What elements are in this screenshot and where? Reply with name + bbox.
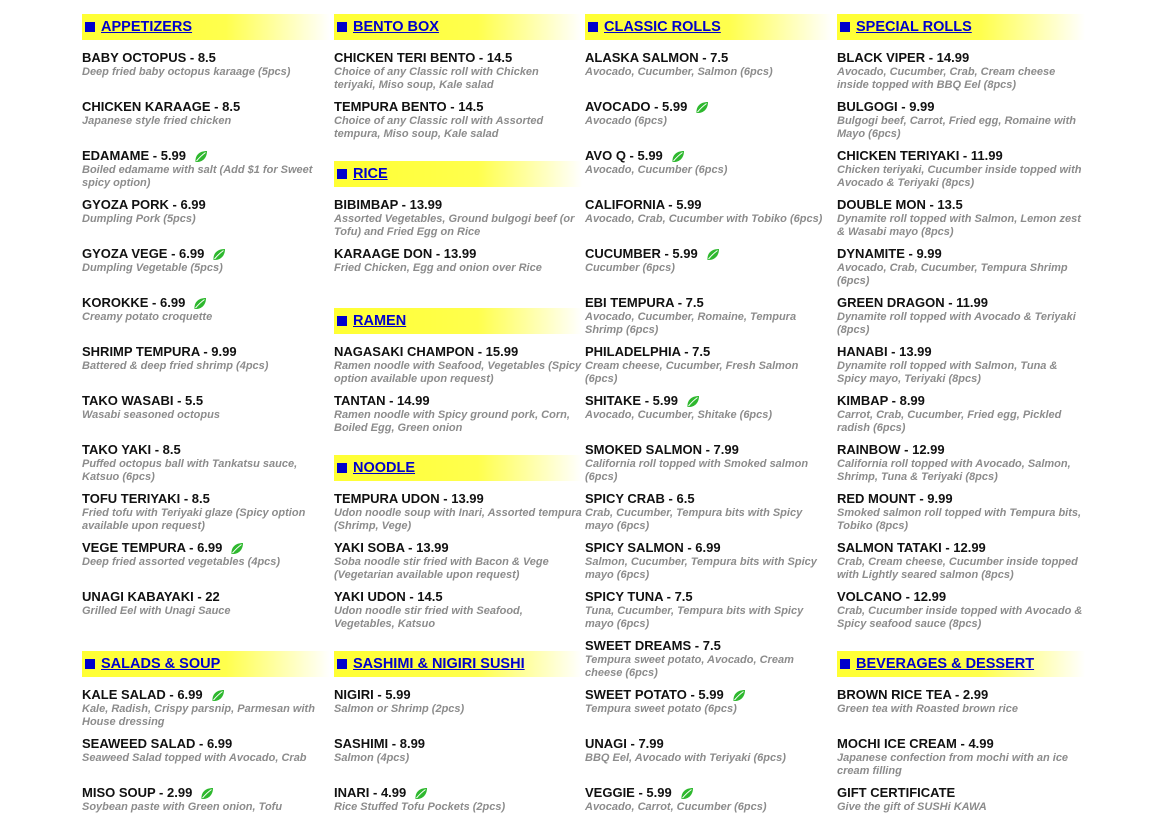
menu-item (585, 296, 833, 337)
menu-item-name-row (334, 394, 582, 408)
square-bullet-icon (337, 316, 347, 326)
item-description: Avocado, Cucumber (6pcs) (585, 164, 728, 176)
item-name-price: BABY OCTOPUS - 8.5 (82, 50, 216, 65)
menu-item (334, 345, 582, 386)
item-description: Avocado, Cucumber, Crab, Cream cheese inside topped with BBQ Eel (8pcs) (837, 66, 1056, 91)
section-header-classic-rolls[interactable] (585, 14, 833, 40)
vegetarian-leaf-icon (732, 689, 746, 702)
section-title: RAMEN (353, 313, 407, 329)
menu-item (837, 443, 1085, 484)
menu-item-name-row (585, 296, 833, 310)
item-description: Salmon (4pcs) (334, 752, 410, 764)
menu-item (585, 51, 833, 79)
item-name-price: KALE SALAD - 6.99 (82, 687, 203, 702)
menu-item (82, 590, 330, 618)
item-description: Battered & deep fried shrimp (4pcs) (82, 360, 269, 372)
item-description: Chicken teriyaki, Cucumber inside topped with Avocado & Teriyaki (8pcs) (837, 164, 1082, 189)
menu-item-name-row (837, 786, 1085, 800)
item-description: Crab, Cream cheese, Cucumber inside topped with Lightly seared salmon (8pcs) (837, 556, 1078, 581)
menu-item-name-row (585, 492, 833, 506)
item-description: Japanese style fried chicken (82, 115, 232, 127)
item-name-price: GYOZA PORK - 6.99 (82, 197, 206, 212)
item-name-price: TAKO WASABI - 5.5 (82, 393, 204, 408)
square-bullet-icon (337, 463, 347, 473)
item-name-price: SPICY TUNA - 7.5 (585, 589, 693, 604)
item-description: Grilled Eel with Unagi Sauce (82, 605, 231, 617)
item-description: Avocado, Cucumber, Romaine, Tempura Shrimp (6pcs) (585, 311, 797, 336)
menu-item (585, 786, 833, 814)
menu-item-name-row (82, 51, 330, 65)
menu-item (585, 639, 833, 680)
section-title: BEVERAGES & DESSERT (856, 656, 1035, 672)
item-description: Udon noodle soup with Inari, Assorted tempura (Shrimp, Vege) (334, 507, 582, 532)
menu-item (837, 51, 1085, 92)
vegetarian-leaf-icon (211, 689, 225, 702)
menu-item-name-row (837, 492, 1085, 506)
section-title: SPECIAL ROLLS (856, 19, 972, 35)
section-title: NOODLE (353, 460, 416, 476)
item-name-price: TEMPURA UDON - 13.99 (334, 491, 484, 506)
menu-item (837, 345, 1085, 386)
item-name-price: TOFU TERIYAKI - 8.5 (82, 491, 210, 506)
section-title: SASHIMI & NIGIRI SUSHI (353, 656, 525, 672)
item-name-price: TANTAN - 14.99 (334, 393, 430, 408)
menu-item (837, 492, 1085, 533)
item-name-price: AVO Q - 5.99 (585, 148, 663, 163)
menu-item (837, 737, 1085, 778)
menu-item-name-row (585, 639, 833, 653)
item-description: Avocado, Cucumber, Salmon (6pcs) (585, 66, 773, 78)
vegetarian-leaf-icon (706, 248, 720, 261)
menu-item (82, 247, 330, 275)
item-name-price: CALIFORNIA - 5.99 (585, 197, 702, 212)
item-description: Avocado, Carrot, Cucumber (6pcs) (585, 801, 767, 813)
item-name-price: ALASKA SALMON - 7.5 (585, 50, 729, 65)
item-description: Fried tofu with Teriyaki glaze (Spicy option available upon request) (82, 507, 306, 532)
menu-item-name-row (837, 100, 1085, 114)
item-name-price: RAINBOW - 12.99 (837, 442, 945, 457)
item-name-price: CHICKEN TERIYAKI - 11.99 (837, 148, 1003, 163)
menu-item-name-row (837, 394, 1085, 408)
menu-item-name-row (82, 443, 330, 457)
menu-item-name-row (585, 443, 833, 457)
item-description: Avocado, Crab, Cucumber, Tempura Shrimp (6pcs) (837, 262, 1068, 287)
menu-item-name-row (585, 688, 833, 702)
item-description: Udon noodle stir fried with Seafood, Vegetables, Katsuo (334, 605, 523, 630)
vegetarian-leaf-icon (200, 787, 214, 800)
item-name-price: INARI - 4.99 (334, 785, 407, 800)
item-name-price: CHICKEN KARAAGE - 8.5 (82, 99, 241, 114)
menu-item (82, 541, 330, 569)
item-description: Ramen noodle with Seafood, Vegetables (Spicy option available upon request) (334, 360, 582, 385)
item-name-price: UNAGI KABAYAKI - 22 (82, 589, 220, 604)
item-description: California roll topped with Avocado, Salmon, Shrimp, Tuna & Teriyaki (8pcs) (837, 458, 1071, 483)
menu-item-name-row (585, 247, 833, 261)
item-description: Dumpling Vegetable (5pcs) (82, 262, 223, 274)
menu-item (334, 51, 582, 92)
menu-item-name-row (837, 51, 1085, 65)
item-description: Salmon, Cucumber, Tempura bits with Spicy mayo (6pcs) (585, 556, 817, 581)
menu-item-name-row (585, 786, 833, 800)
square-bullet-icon (337, 169, 347, 179)
menu-item-name-row (837, 198, 1085, 212)
item-description: Avocado (6pcs) (585, 115, 667, 127)
item-description: Choice of any Classic roll with Chicken teriyaki, Miso soup, Kale salad (334, 66, 539, 91)
item-name-price: MOCHI ICE CREAM - 4.99 (837, 736, 994, 751)
menu-item (585, 394, 833, 422)
menu-item (334, 688, 582, 716)
menu-item-name-row (585, 737, 833, 751)
menu-item-name-row (837, 345, 1085, 359)
menu-item-name-row (837, 590, 1085, 604)
item-name-price: SALMON TATAKI - 12.99 (837, 540, 986, 555)
item-description: Dynamite roll topped with Salmon, Tuna & Spicy mayo, Teriyaki (8pcs) (837, 360, 1058, 385)
item-name-price: BLACK VIPER - 14.99 (837, 50, 970, 65)
vegetarian-leaf-icon (680, 787, 694, 800)
item-description: Rice Stuffed Tofu Pockets (2pcs) (334, 801, 506, 813)
menu-item-name-row (82, 688, 330, 702)
menu-item (585, 737, 833, 765)
vegetarian-leaf-icon (686, 395, 700, 408)
item-name-price: VEGE TEMPURA - 6.99 (82, 540, 223, 555)
item-description: Assorted Vegetables, Ground bulgogi beef (or Tofu) and Fried Egg on Rice (334, 213, 575, 238)
item-name-price: HANABI - 13.99 (837, 344, 932, 359)
item-name-price: TAKO YAKI - 8.5 (82, 442, 181, 457)
item-description: Seaweed Salad topped with Avocado, Crab (82, 752, 307, 764)
menu-item-name-row (585, 51, 833, 65)
menu-item-name-row (82, 492, 330, 506)
item-name-price: SHRIMP TEMPURA - 9.99 (82, 344, 237, 359)
menu-item-name-row (334, 590, 582, 604)
section-title: APPETIZERS (101, 19, 193, 35)
item-name-price: AVOCADO - 5.99 (585, 99, 688, 114)
menu-item (837, 198, 1085, 239)
menu-item (585, 688, 833, 716)
menu-item (334, 492, 582, 533)
menu-item (585, 541, 833, 582)
menu-item (837, 100, 1085, 141)
item-description: Cucumber (6pcs) (585, 262, 675, 274)
section-header-rice[interactable] (334, 161, 582, 187)
item-description: Boiled edamame with salt (Add $1 for Sweet spicy option) (82, 164, 313, 189)
item-description: Salmon or Shrimp (2pcs) (334, 703, 465, 715)
menu-item-name-row (334, 492, 582, 506)
square-bullet-icon (85, 22, 95, 32)
item-name-price: SHITAKE - 5.99 (585, 393, 678, 408)
item-name-price: CHICKEN TERI BENTO - 14.5 (334, 50, 513, 65)
menu-item-name-row (334, 541, 582, 555)
menu-item-name-row (82, 541, 330, 555)
menu-item-name-row (837, 443, 1085, 457)
menu-item (82, 394, 330, 422)
item-description: Dynamite roll topped with Salmon, Lemon zest & Wasabi mayo (8pcs) (837, 213, 1081, 238)
menu-item-name-row (585, 198, 833, 212)
menu-item (334, 100, 582, 141)
menu-item (334, 394, 582, 435)
menu-item-name-row (82, 198, 330, 212)
item-description: Cream cheese, Cucumber, Fresh Salmon (6pcs) (585, 360, 799, 385)
menu-item (585, 590, 833, 631)
menu-item-name-row (82, 786, 330, 800)
menu-item-name-row (82, 149, 330, 163)
menu-item (82, 51, 330, 79)
item-name-price: YAKI UDON - 14.5 (334, 589, 443, 604)
menu-item (82, 100, 330, 128)
item-name-price: GYOZA VEGE - 6.99 (82, 246, 205, 261)
item-name-price: KARAAGE DON - 13.99 (334, 246, 477, 261)
square-bullet-icon (85, 659, 95, 669)
item-name-price: BIBIMBAP - 13.99 (334, 197, 443, 212)
item-description: Crab, Cucumber inside topped with Avocado & Spicy seafood sauce (8pcs) (837, 605, 1083, 630)
item-description: Dumpling Pork (5pcs) (82, 213, 196, 225)
item-name-price: SMOKED SALMON - 7.99 (585, 442, 739, 457)
section-header-appetizers[interactable] (82, 14, 330, 40)
section-title: SALADS & SOUP (101, 656, 221, 672)
menu-item-name-row (334, 786, 582, 800)
menu-item-name-row (585, 149, 833, 163)
section-header-bento-box[interactable] (334, 14, 582, 40)
menu-item (334, 737, 582, 765)
menu-item-name-row (837, 688, 1085, 702)
menu-item-name-row (82, 296, 330, 310)
menu-item (585, 149, 833, 177)
item-name-price: BROWN RICE TEA - 2.99 (837, 687, 989, 702)
menu-item-name-row (585, 590, 833, 604)
item-description: Tempura sweet potato, Avocado, Cream cheese (6pcs) (585, 654, 794, 679)
section-header-sashimi-and-nigiri-sushi[interactable] (334, 651, 582, 677)
item-name-price: SWEET POTATO - 5.99 (585, 687, 724, 702)
section-header-special-rolls[interactable] (837, 14, 1085, 40)
vegetarian-leaf-icon (695, 101, 709, 114)
item-description: Crab, Cucumber, Tempura bits with Spicy mayo (6pcs) (585, 507, 803, 532)
menu-item (837, 786, 1085, 814)
item-description: Fried Chicken, Egg and onion over Rice (334, 262, 542, 274)
item-description: Bulgogi beef, Carrot, Fried egg, Romaine with Mayo (6pcs) (837, 115, 1076, 140)
menu-item (837, 688, 1085, 716)
item-description: Carrot, Crab, Cucumber, Fried egg, Pickled radish (6pcs) (837, 409, 1062, 434)
menu-item (334, 786, 582, 814)
item-description: Choice of any Classic roll with Assorted tempura, Miso soup, Kale salad (334, 115, 544, 140)
item-name-price: SEAWEED SALAD - 6.99 (82, 736, 233, 751)
menu-item (837, 590, 1085, 631)
square-bullet-icon (588, 22, 598, 32)
item-name-price: UNAGI - 7.99 (585, 736, 664, 751)
square-bullet-icon (337, 22, 347, 32)
menu-item-name-row (334, 345, 582, 359)
menu-item (334, 198, 582, 239)
item-name-price: SWEET DREAMS - 7.5 (585, 638, 721, 653)
section-title: RICE (353, 166, 388, 182)
menu-item-name-row (82, 394, 330, 408)
item-name-price: RED MOUNT - 9.99 (837, 491, 953, 506)
menu-item (334, 247, 582, 275)
item-description: Kale, Radish, Crispy parsnip, Parmesan with House dressing (82, 703, 315, 728)
item-name-price: PHILADELPHIA - 7.5 (585, 344, 711, 359)
item-description: Deep fried assorted vegetables (4pcs) (82, 556, 281, 568)
item-name-price: TEMPURA BENTO - 14.5 (334, 99, 484, 114)
menu-item-name-row (837, 541, 1085, 555)
menu-item (82, 345, 330, 373)
menu-item-name-row (837, 247, 1085, 261)
menu-item-name-row (334, 247, 582, 261)
menu-item (82, 492, 330, 533)
item-name-price: SASHIMI - 8.99 (334, 736, 426, 751)
vegetarian-leaf-icon (194, 150, 208, 163)
menu-item-name-row (837, 296, 1085, 310)
square-bullet-icon (840, 22, 850, 32)
menu-item (82, 296, 330, 324)
item-name-price: DOUBLE MON - 13.5 (837, 197, 963, 212)
item-description: Ramen noodle with Spicy ground pork, Corn, Boiled Egg, Green onion (334, 409, 570, 434)
menu-item (334, 541, 582, 582)
item-name-price: EDAMAME - 5.99 (82, 148, 187, 163)
item-description: Avocado, Crab, Cucumber with Tobiko (6pcs) (585, 213, 823, 225)
item-name-price: NIGIRI - 5.99 (334, 687, 411, 702)
item-description: Give the gift of SUSHi KAWA (837, 801, 987, 813)
menu-item (82, 737, 330, 765)
menu-item-name-row (82, 590, 330, 604)
menu-item (82, 688, 330, 729)
item-name-price: YAKI SOBA - 13.99 (334, 540, 449, 555)
menu-item (82, 443, 330, 484)
item-name-price: EBI TEMPURA - 7.5 (585, 295, 704, 310)
menu-item-name-row (334, 51, 582, 65)
menu-item (585, 345, 833, 386)
vegetarian-leaf-icon (212, 248, 226, 261)
item-description: Dynamite roll topped with Avocado & Teriyaki (8pcs) (837, 311, 1076, 336)
menu-item-name-row (82, 737, 330, 751)
item-name-price: VEGGIE - 5.99 (585, 785, 672, 800)
item-description: California roll topped with Smoked salmon (6pcs) (585, 458, 809, 483)
menu-item (837, 296, 1085, 337)
menu-item-name-row (585, 541, 833, 555)
vegetarian-leaf-icon (193, 297, 207, 310)
item-name-price: DYNAMITE - 9.99 (837, 246, 942, 261)
item-description: Deep fried baby octopus karaage (5pcs) (82, 66, 291, 78)
section-header-noodle[interactable] (334, 455, 582, 481)
section-title: BENTO BOX (353, 19, 439, 35)
menu-item (837, 541, 1085, 582)
menu-item-name-row (585, 100, 833, 114)
menu-item-name-row (334, 198, 582, 212)
menu-item-name-row (334, 100, 582, 114)
section-header-ramen[interactable] (334, 308, 582, 334)
section-title: CLASSIC ROLLS (604, 19, 721, 35)
menu-item-name-row (334, 737, 582, 751)
menu-item (837, 394, 1085, 435)
menu-item (82, 198, 330, 226)
item-description: Tempura sweet potato (6pcs) (585, 703, 737, 715)
menu-item-name-row (82, 345, 330, 359)
menu-item (82, 149, 330, 190)
menu-item (837, 149, 1085, 190)
menu-item (585, 492, 833, 533)
square-bullet-icon (337, 659, 347, 669)
vegetarian-leaf-icon (671, 150, 685, 163)
item-description: Wasabi seasoned octopus (82, 409, 220, 421)
menu-item (585, 198, 833, 226)
menu-item (585, 247, 833, 275)
menu-item (585, 100, 833, 128)
item-name-price: KOROKKE - 6.99 (82, 295, 186, 310)
item-description: Japanese confection from mochi with an ice cream filling (837, 752, 1069, 777)
item-description: Puffed octopus ball with Tankatsu sauce, Katsuo (6pcs) (82, 458, 298, 483)
item-name-price: KIMBAP - 8.99 (837, 393, 925, 408)
item-name-price: BULGOGI - 9.99 (837, 99, 935, 114)
item-name-price: VOLCANO - 12.99 (837, 589, 947, 604)
menu-item-name-row (82, 247, 330, 261)
item-description: Green tea with Roasted brown rice (837, 703, 1018, 715)
menu-item (82, 786, 330, 814)
item-description: Smoked salmon roll topped with Tempura bits, Tobiko (8pcs) (837, 507, 1082, 532)
item-name-price: GIFT CERTIFICATE (837, 785, 956, 800)
menu-item-name-row (585, 345, 833, 359)
item-description: Creamy potato croquette (82, 311, 213, 323)
item-name-price: SPICY SALMON - 6.99 (585, 540, 721, 555)
vegetarian-leaf-icon (230, 542, 244, 555)
item-name-price: MISO SOUP - 2.99 (82, 785, 193, 800)
menu-item-name-row (837, 149, 1085, 163)
menu-item-name-row (585, 394, 833, 408)
square-bullet-icon (840, 659, 850, 669)
item-description: Soba noodle stir fried with Bacon & Vege (Vegetarian available upon request) (334, 556, 549, 581)
item-description: Soybean paste with Green onion, Tofu (82, 801, 283, 813)
item-name-price: GREEN DRAGON - 11.99 (837, 295, 988, 310)
menu-item-name-row (82, 100, 330, 114)
menu-item (585, 443, 833, 484)
menu-item (334, 590, 582, 631)
item-description: Avocado, Cucumber, Shitake (6pcs) (585, 409, 773, 421)
menu-item-name-row (837, 737, 1085, 751)
section-header-beverages-and-dessert[interactable] (837, 651, 1085, 677)
item-name-price: NAGASAKI CHAMPON - 15.99 (334, 344, 519, 359)
menu-item (837, 247, 1085, 288)
menu-item-name-row (334, 688, 582, 702)
section-header-salads-and-soup[interactable] (82, 651, 330, 677)
item-description: BBQ Eel, Avocado with Teriyaki (6pcs) (585, 752, 786, 764)
vegetarian-leaf-icon (414, 787, 428, 800)
item-description: Tuna, Cucumber, Tempura bits with Spicy mayo (6pcs) (585, 605, 804, 630)
item-name-price: CUCUMBER - 5.99 (585, 246, 698, 261)
item-name-price: SPICY CRAB - 6.5 (585, 491, 695, 506)
